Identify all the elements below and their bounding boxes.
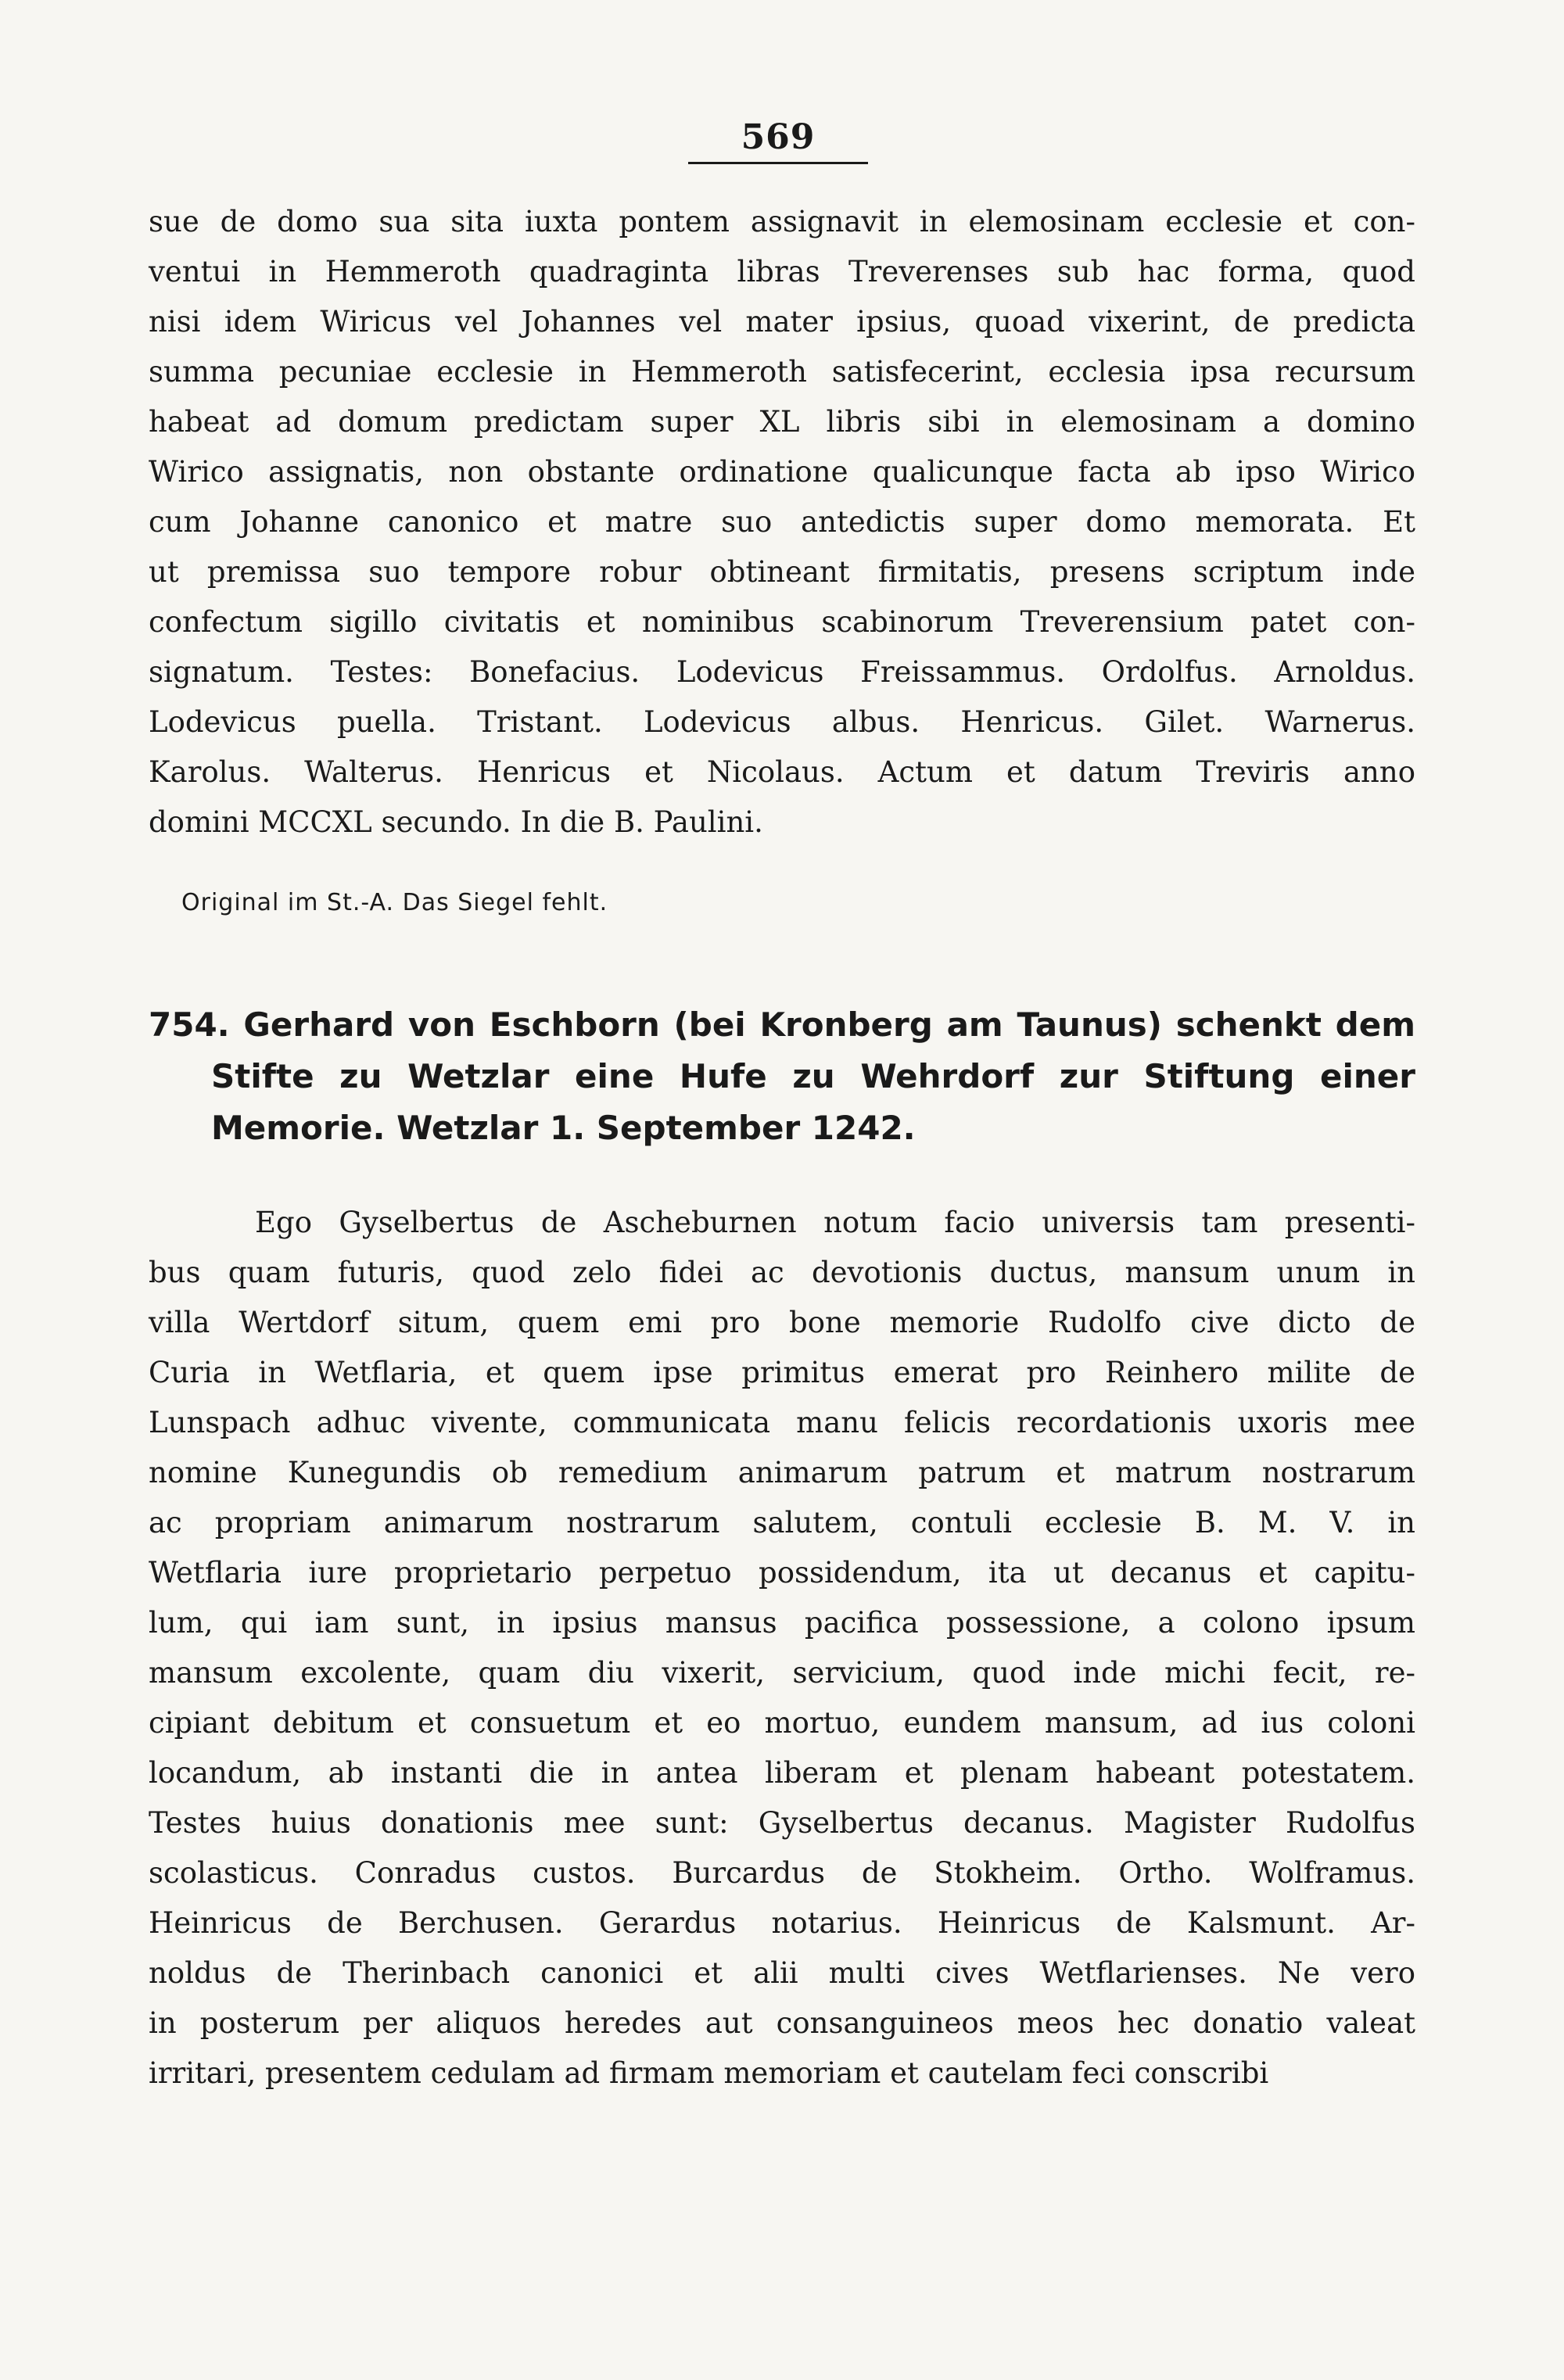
- text-line: scolasticus. Conradus custos. Burcardus de Stokheim. Ortho. Wolframus.: [149, 1856, 1415, 1890]
- text-line: Testes huius donationis mee sunt: Gyselbertus decanus. Magister Rudolfus: [149, 1806, 1415, 1840]
- text-line: nomine Kunegundis ob remedium animarum patrum et matrum nostrarum: [149, 1456, 1415, 1489]
- text-line: lum, qui iam sunt, in ipsius mansus pacifica possessione, a colono ipsum: [149, 1606, 1415, 1640]
- text-line: nisi idem Wiricus vel Johannes vel mater ipsius, quoad vixerint, de predicta: [149, 305, 1415, 339]
- heading-line: Stifte zu Wetzlar eine Hufe zu Wehrdorf zur Stiftung einer: [211, 1057, 1415, 1095]
- text-line: signatum. Testes: Bonefacius. Lodevicus Freissammus. Ordolfus. Arnoldus.: [149, 655, 1415, 689]
- text-line: domini MCCXL secundo. In die B. Paulini.: [149, 805, 763, 839]
- text-line: confectum sigillo civitatis et nominibus scabinorum Treverensium patet con-: [149, 605, 1415, 639]
- text-line: ventui in Hemmeroth quadraginta libras Treverenses sub hac forma, quod: [149, 255, 1415, 289]
- source-note: Original im St.-A. Das Siegel fehlt.: [181, 889, 608, 916]
- text-line: noldus de Therinbach canonici et alii multi cives Wetflarienses. Ne vero: [149, 1956, 1415, 1990]
- text-line: cipiant debitum et consuetum et eo mortuo, eundem mansum, ad ius coloni: [149, 1706, 1415, 1740]
- text-line: sue de domo sua sita iuxta pontem assignavit in elemosinam ecclesie et con-: [149, 205, 1415, 238]
- text-line: Lunspach adhuc vivente, communicata manu felicis recordationis uxoris mee: [149, 1406, 1415, 1439]
- text-line: locandum, ab instanti die in antea liberam et plenam habeant potestatem.: [149, 1756, 1415, 1790]
- text-line: Curia in Wetflaria, et quem ipse primitus emerat pro Reinhero milite de: [149, 1356, 1415, 1389]
- text-line: ut premissa suo tempore robur obtineant firmitatis, presens scriptum inde: [149, 555, 1415, 589]
- text-line: habeat ad domum predictam super XL libris sibi in elemosinam a domino: [149, 405, 1415, 439]
- text-line: villa Wertdorf situm, quem emi pro bone memorie Rudolfo cive dicto de: [149, 1306, 1415, 1339]
- charter-text: [149, 1198, 1415, 2099]
- text-line: Wirico assignatis, non obstante ordinatione qualicunque facta ab ipso Wirico: [149, 455, 1415, 489]
- text-line: in posterum per aliquos heredes aut consanguineos meos hec donatio valeat: [149, 2006, 1415, 2040]
- text-line: cum Johanne canonico et matre suo antedictis super domo memorata. Et: [149, 505, 1415, 539]
- heading-line: Memorie. Wetzlar 1. September 1242.: [211, 1109, 916, 1147]
- text-line: ac propriam animarum nostrarum salutem, contuli ecclesie B. M. V. in: [149, 1506, 1415, 1539]
- text-line: summa pecuniae ecclesie in Hemmeroth satisfecerint, ecclesia ipsa recursum: [149, 355, 1415, 389]
- text-line: Karolus. Walterus. Henricus et Nicolaus. Actum et datum Treviris anno: [149, 755, 1415, 789]
- page-number: 569: [688, 117, 868, 164]
- text-line: Heinricus de Berchusen. Gerardus notarius. Heinricus de Kalsmunt. Ar-: [149, 1906, 1415, 1940]
- heading-line: 754. Gerhard von Eschborn (bei Kronberg am Taunus) schenkt dem: [149, 1005, 1415, 1044]
- text-line: Wetflaria iure proprietario perpetuo possidendum, ita ut decanus et capitu-: [149, 1556, 1415, 1590]
- text-line: Ego Gyselbertus de Ascheburnen notum facio universis tam presenti-: [255, 1206, 1415, 1239]
- text-line: mansum excolente, quam diu vixerit, servicium, quod inde michi fecit, re-: [149, 1656, 1415, 1690]
- text-line: irritari, presentem cedulam ad firmam memoriam et cautelam feci conscribi: [149, 2056, 1269, 2090]
- text-line: Lodevicus puella. Tristant. Lodevicus albus. Henricus. Gilet. Warnerus.: [149, 705, 1415, 739]
- text-line: bus quam futuris, quod zelo fidei ac devotionis ductus, mansum unum in: [149, 1256, 1415, 1289]
- charter-text-continued: [149, 197, 1415, 848]
- document-heading: [149, 999, 1415, 1154]
